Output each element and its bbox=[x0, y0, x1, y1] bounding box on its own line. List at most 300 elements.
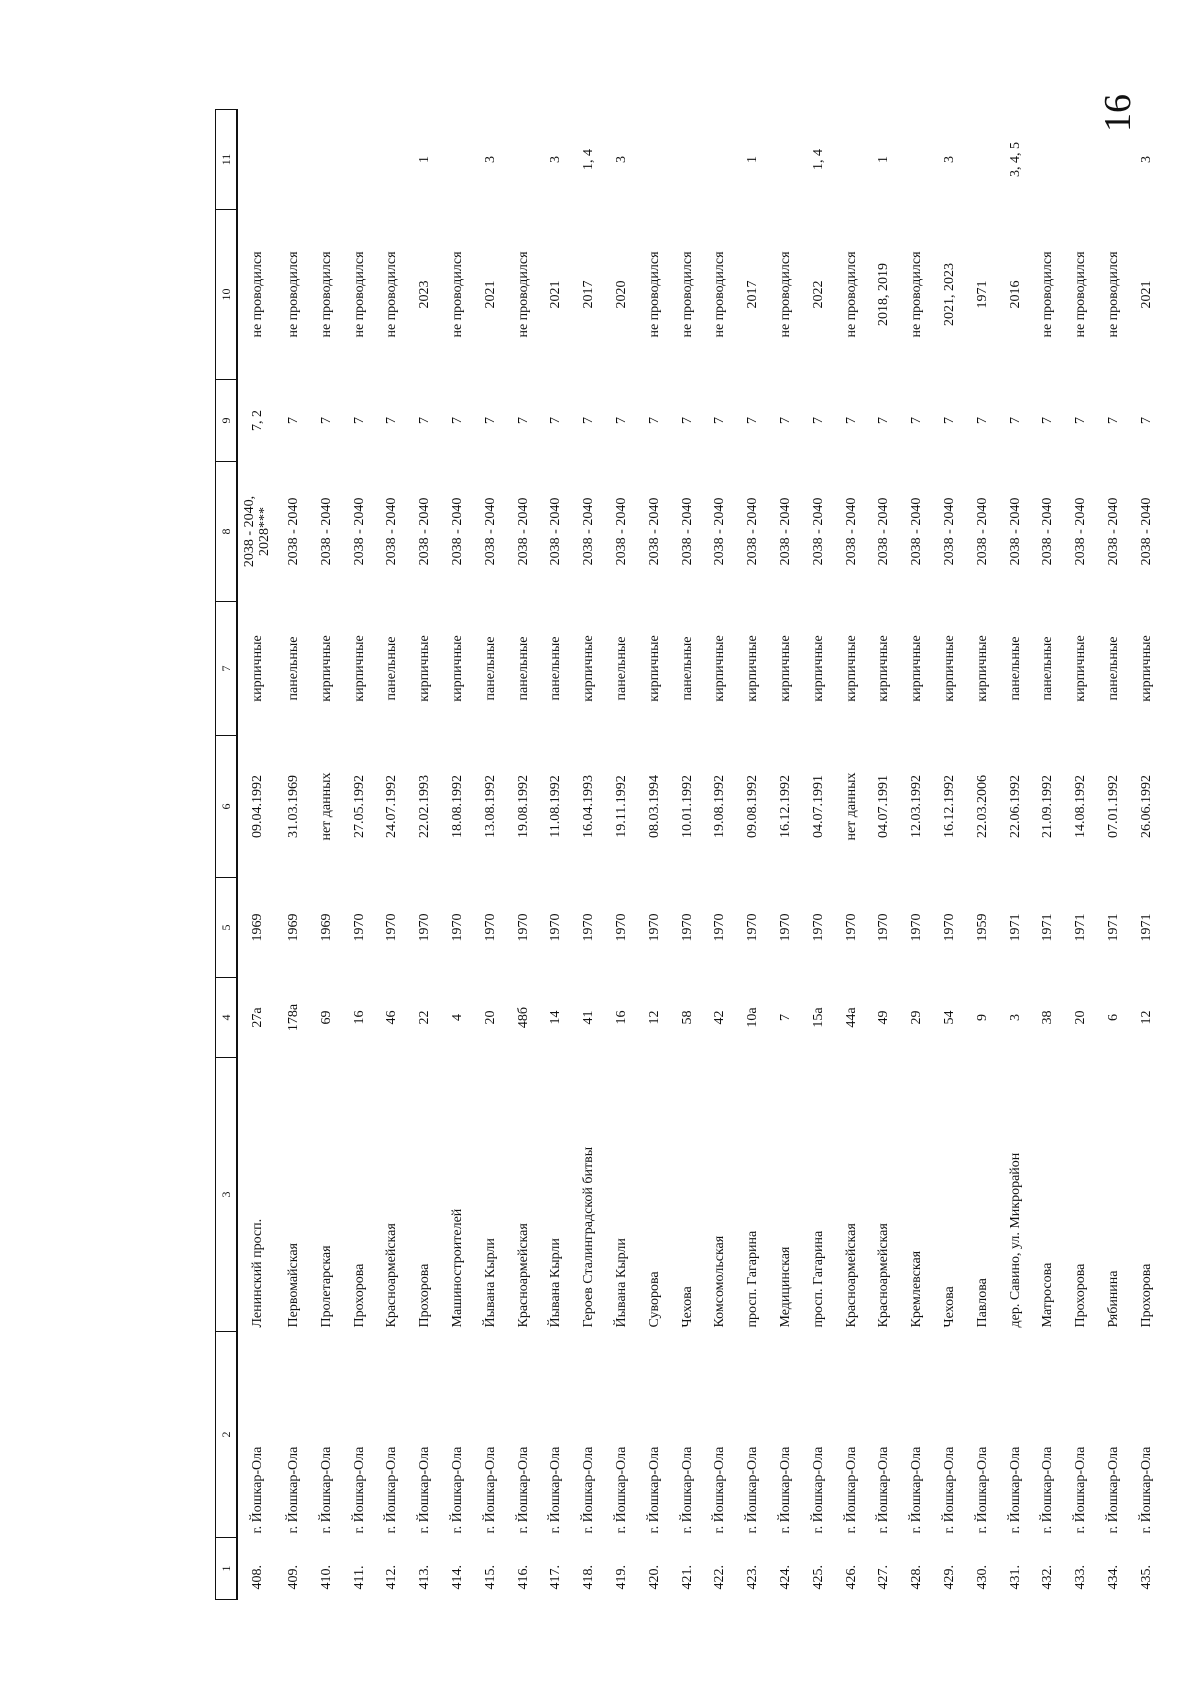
note-cell bbox=[967, 110, 1000, 210]
last-repair-cell: 2022 bbox=[810, 280, 826, 309]
note-cell bbox=[770, 110, 803, 210]
row-number: 409. bbox=[286, 1565, 302, 1590]
house-number-cell: 44а bbox=[843, 1007, 859, 1028]
work-code-cell: 7 bbox=[778, 417, 793, 424]
row-number: 434. bbox=[1105, 1565, 1121, 1590]
wall-material-cell: кирпичные bbox=[843, 635, 859, 702]
build-year-cell: 1970 bbox=[745, 913, 761, 942]
table-row bbox=[934, 110, 967, 1600]
row-number: 416. bbox=[515, 1565, 531, 1590]
house-number-cell: 12 bbox=[1138, 1010, 1154, 1025]
city-cell: г. Йошкар-Ола bbox=[417, 1446, 433, 1534]
planned-period-cell: 2038 - 2040 bbox=[646, 497, 662, 566]
build-year-cell: 1969 bbox=[249, 913, 265, 942]
street-cell: Комсомольская bbox=[712, 1235, 728, 1328]
street-cell: Суворова bbox=[646, 1271, 662, 1328]
work-code-cell: 7 bbox=[318, 417, 334, 424]
house-number-cell: 10а bbox=[745, 1007, 761, 1028]
street-cell: Красноармейская bbox=[515, 1223, 531, 1328]
date-cell: 13.08.1992 bbox=[482, 775, 498, 838]
house-number-cell: 7 bbox=[778, 1014, 793, 1021]
build-year-cell: 1970 bbox=[646, 913, 662, 942]
city-cell: г. Йошкар-Ола bbox=[909, 1446, 925, 1534]
work-code-cell: 7 bbox=[384, 417, 400, 424]
street-cell: Машиностроителей bbox=[450, 1208, 466, 1328]
planned-period-cell: 2038 - 2040 bbox=[450, 497, 466, 566]
wall-material-cell: кирпичные bbox=[745, 635, 761, 702]
row-number: 426. bbox=[843, 1565, 859, 1590]
build-year-cell: 1970 bbox=[450, 913, 466, 942]
date-cell: 09.08.1992 bbox=[745, 775, 761, 838]
wall-material-cell: кирпичные bbox=[974, 635, 990, 702]
table-row bbox=[868, 110, 901, 1600]
city-cell: г. Йошкар-Ола bbox=[286, 1446, 302, 1534]
city-cell: г. Йошкар-Ола bbox=[1073, 1446, 1089, 1534]
last-repair-cell: 2021, 2023 bbox=[941, 263, 957, 326]
wall-material-cell: кирпичные bbox=[249, 635, 265, 702]
last-repair-cell: не проводился bbox=[1040, 251, 1056, 338]
planned-period-cell: 2038 - 2040 bbox=[384, 497, 400, 566]
city-cell: г. Йошкар-Ола bbox=[515, 1446, 531, 1534]
note-cell bbox=[672, 110, 705, 210]
table-row bbox=[803, 110, 836, 1600]
work-code-cell: 7 bbox=[417, 417, 433, 424]
build-year-cell: 1971 bbox=[1073, 913, 1089, 942]
planned-period-cell: 2038 - 2040 bbox=[515, 497, 531, 566]
note-cell: 1, 4 bbox=[581, 149, 597, 170]
last-repair-cell: не проводился bbox=[450, 251, 466, 338]
last-repair-cell: не проводился bbox=[1073, 251, 1089, 338]
last-repair-cell: 2016 bbox=[1007, 280, 1023, 309]
date-cell: 12.03.1992 bbox=[909, 775, 925, 838]
planned-period-cell: 2038 - 2040 bbox=[1105, 497, 1121, 566]
city-cell: г. Йошкар-Ола bbox=[318, 1446, 334, 1534]
build-year-cell: 1969 bbox=[286, 913, 302, 942]
build-year-cell: 1970 bbox=[941, 913, 957, 942]
last-repair-cell: не проводился bbox=[286, 251, 302, 338]
city-cell: г. Йошкар-Ола bbox=[482, 1446, 498, 1534]
column-number: 11 bbox=[216, 110, 238, 210]
last-repair-cell: не проводился bbox=[318, 251, 334, 338]
planned-period-cell: 2038 - 2040 bbox=[614, 497, 630, 566]
planned-period-cell: 2038 - 2040 bbox=[909, 497, 925, 566]
row-number: 432. bbox=[1040, 1565, 1056, 1590]
date-cell: 16.12.1992 bbox=[778, 775, 793, 838]
last-repair-cell: не проводился bbox=[646, 251, 662, 338]
last-repair-cell: 2018, 2019 bbox=[876, 263, 892, 326]
last-repair-cell: не проводился bbox=[351, 251, 367, 338]
build-year-cell: 1969 bbox=[318, 913, 334, 942]
work-code-cell: 7 bbox=[909, 417, 925, 424]
column-number-row bbox=[216, 110, 238, 1600]
row-number: 430. bbox=[974, 1565, 990, 1590]
note-cell bbox=[836, 110, 869, 210]
date-cell: 11.08.1992 bbox=[548, 775, 564, 838]
planned-period-cell: 2038 - 2040 bbox=[1040, 497, 1056, 566]
city-cell: г. Йошкар-Ола bbox=[974, 1446, 990, 1534]
row-number: 433. bbox=[1073, 1565, 1089, 1590]
work-code-cell: 7 bbox=[843, 417, 859, 424]
house-number-cell: 69 bbox=[318, 1010, 334, 1025]
house-number-cell: 16 bbox=[351, 1010, 367, 1025]
build-year-cell: 1970 bbox=[515, 913, 531, 942]
street-cell: Красноармейская bbox=[876, 1223, 892, 1328]
table-row bbox=[475, 110, 508, 1600]
work-code-cell: 7 bbox=[581, 417, 597, 424]
work-code-cell: 7 bbox=[941, 417, 957, 424]
row-number: 425. bbox=[810, 1565, 826, 1590]
housing-table bbox=[215, 109, 1164, 1600]
house-number-cell: 29 bbox=[909, 1010, 925, 1025]
date-cell: 16.04.1993 bbox=[581, 775, 597, 838]
last-repair-cell: не проводился bbox=[712, 251, 728, 338]
row-number: 427. bbox=[876, 1565, 892, 1590]
build-year-cell: 1970 bbox=[581, 913, 597, 942]
table-row bbox=[836, 110, 869, 1600]
planned-period-cell: 2038 - 2040 bbox=[778, 497, 793, 566]
date-cell: 22.02.1993 bbox=[417, 775, 433, 838]
build-year-cell: 1970 bbox=[778, 913, 793, 942]
wall-material-cell: кирпичные bbox=[417, 635, 433, 702]
wall-material-cell: панельные bbox=[384, 636, 400, 701]
date-cell: 19.08.1992 bbox=[515, 775, 531, 838]
street-cell: Чехова bbox=[679, 1286, 695, 1328]
row-number: 421. bbox=[679, 1565, 695, 1590]
wall-material-cell: панельные bbox=[614, 636, 630, 701]
wall-material-cell: кирпичные bbox=[351, 635, 367, 702]
last-repair-cell: 2021 bbox=[1138, 280, 1154, 309]
city-cell: г. Йошкар-Ола bbox=[249, 1446, 265, 1534]
build-year-cell: 1971 bbox=[1138, 913, 1154, 942]
date-cell: 26.06.1992 bbox=[1138, 775, 1154, 838]
work-code-cell: 7 bbox=[745, 417, 761, 424]
house-number-cell: 58 bbox=[679, 1010, 695, 1025]
street-cell: просп. Гагарина bbox=[745, 1230, 761, 1328]
last-repair-cell: не проводился bbox=[249, 251, 265, 338]
table-row bbox=[311, 110, 344, 1600]
house-number-cell: 178а bbox=[286, 1003, 302, 1032]
note-cell bbox=[639, 110, 672, 210]
work-code-cell: 7 bbox=[351, 417, 367, 424]
wall-material-cell: кирпичные bbox=[712, 635, 728, 702]
row-number: 408. bbox=[249, 1565, 265, 1590]
build-year-cell: 1970 bbox=[712, 913, 728, 942]
street-cell: Красноармейская bbox=[843, 1223, 859, 1328]
date-cell: 21.09.1992 bbox=[1040, 775, 1056, 838]
table-row bbox=[376, 110, 409, 1600]
date-cell: 27.05.1992 bbox=[351, 775, 367, 838]
planned-period-cell: 2038 - 2040 bbox=[417, 497, 433, 566]
city-cell: г. Йошкар-Ола bbox=[679, 1446, 695, 1534]
build-year-cell: 1970 bbox=[548, 913, 564, 942]
date-cell: 18.08.1992 bbox=[450, 775, 466, 838]
date-cell: 08.03.1994 bbox=[646, 775, 662, 838]
house-number-cell: 38 bbox=[1040, 1010, 1056, 1025]
column-number: 3 bbox=[216, 1058, 238, 1332]
street-cell: Кремлевская bbox=[909, 1250, 925, 1328]
date-cell: 19.08.1992 bbox=[712, 775, 728, 838]
row-number: 422. bbox=[712, 1565, 728, 1590]
city-cell: г. Йошкар-Ола bbox=[614, 1446, 630, 1534]
wall-material-cell: кирпичные bbox=[941, 635, 957, 702]
work-code-cell: 7 bbox=[1105, 417, 1121, 424]
city-cell: г. Йошкар-Ола bbox=[745, 1446, 761, 1534]
house-number-cell: 48б bbox=[515, 1006, 531, 1029]
planned-period-cell: 2038 - 2040 bbox=[679, 497, 695, 566]
house-number-cell: 20 bbox=[482, 1010, 498, 1025]
column-number: 7 bbox=[216, 602, 238, 736]
table-row bbox=[540, 110, 573, 1600]
house-number-cell: 49 bbox=[876, 1010, 892, 1025]
row-number: 415. bbox=[482, 1565, 498, 1590]
note-cell bbox=[508, 110, 541, 210]
note-cell bbox=[1065, 110, 1098, 210]
planned-period-cell: 2038 - 2040 bbox=[581, 497, 597, 566]
city-cell: г. Йошкар-Ола bbox=[351, 1446, 367, 1534]
wall-material-cell: кирпичные bbox=[450, 635, 466, 702]
street-cell: Красноармейская bbox=[384, 1223, 400, 1328]
work-code-cell: 7, 2 bbox=[249, 410, 265, 431]
work-code-cell: 7 bbox=[450, 417, 466, 424]
last-repair-cell: 2023 bbox=[417, 280, 433, 309]
street-cell: Прохорова bbox=[351, 1263, 367, 1328]
date-cell: 14.08.1992 bbox=[1073, 775, 1089, 838]
note-cell: 3 bbox=[548, 156, 564, 163]
wall-material-cell: панельные bbox=[286, 636, 302, 701]
date-cell: нет данных bbox=[843, 772, 859, 841]
street-cell: Медицинская bbox=[778, 1246, 793, 1328]
city-cell: г. Йошкар-Ола bbox=[810, 1446, 826, 1534]
row-number: 410. bbox=[318, 1565, 334, 1590]
wall-material-cell: кирпичные bbox=[909, 635, 925, 702]
street-cell: Йывана Кырли bbox=[548, 1238, 564, 1328]
column-number: 8 bbox=[216, 462, 238, 602]
row-number: 412. bbox=[384, 1565, 400, 1590]
note-cell bbox=[311, 110, 344, 210]
table-row bbox=[409, 110, 442, 1600]
city-cell: г. Йошкар-Ола bbox=[843, 1446, 859, 1534]
build-year-cell: 1970 bbox=[417, 913, 433, 942]
note-cell: 3, 4, 5 bbox=[1007, 142, 1023, 177]
planned-period-cell: 2038 - 2040 bbox=[351, 497, 367, 566]
build-year-cell: 1970 bbox=[909, 913, 925, 942]
table-row bbox=[508, 110, 541, 1600]
planned-period-cell: 2038 - 2040 bbox=[548, 497, 564, 566]
street-cell: Прохорова bbox=[1138, 1263, 1154, 1328]
city-cell: г. Йошкар-Ола bbox=[876, 1446, 892, 1534]
house-number-cell: 41 bbox=[581, 1010, 597, 1025]
planned-period-cell: 2038 - 2040 bbox=[286, 497, 302, 566]
note-cell: 1 bbox=[417, 156, 433, 163]
house-number-cell: 22 bbox=[417, 1010, 433, 1025]
last-repair-cell: не проводился bbox=[843, 251, 859, 338]
table-row bbox=[344, 110, 377, 1600]
city-cell: г. Йошкар-Ола bbox=[941, 1446, 957, 1534]
street-cell: Прохорова bbox=[1073, 1263, 1089, 1328]
city-cell: г. Йошкар-Ола bbox=[548, 1446, 564, 1534]
last-repair-cell: не проводился bbox=[384, 251, 400, 338]
last-repair-cell: не проводился bbox=[515, 251, 531, 338]
table-row bbox=[704, 110, 737, 1600]
note-cell: 1, 4 bbox=[810, 149, 826, 170]
table-row bbox=[967, 110, 1000, 1600]
build-year-cell: 1970 bbox=[482, 913, 498, 942]
row-number: 414. bbox=[450, 1565, 466, 1590]
city-cell: г. Йошкар-Ола bbox=[1105, 1446, 1121, 1534]
date-cell: 10.01.1992 bbox=[679, 775, 695, 838]
build-year-cell: 1970 bbox=[876, 913, 892, 942]
date-cell: 16.12.1992 bbox=[941, 775, 957, 838]
street-cell: Чехова bbox=[941, 1286, 957, 1328]
date-cell: 24.07.1992 bbox=[384, 775, 400, 838]
build-year-cell: 1970 bbox=[810, 913, 826, 942]
wall-material-cell: кирпичные bbox=[581, 635, 597, 702]
planned-period-cell: 2038 - 2040 bbox=[810, 497, 826, 566]
build-year-cell: 1971 bbox=[1007, 913, 1023, 942]
wall-material-cell: панельные bbox=[679, 636, 695, 701]
table-row bbox=[573, 110, 606, 1600]
note-cell: 3 bbox=[614, 156, 630, 163]
city-cell: г. Йошкар-Ола bbox=[646, 1446, 662, 1534]
wall-material-cell: панельные bbox=[1040, 636, 1056, 701]
note-cell bbox=[376, 110, 409, 210]
planned-period-cell: 2038 - 2040 bbox=[876, 497, 892, 566]
last-repair-cell: не проводился bbox=[679, 251, 695, 338]
wall-material-cell: кирпичные bbox=[318, 635, 334, 702]
page-number: 16 bbox=[1097, 94, 1139, 132]
work-code-cell: 7 bbox=[712, 417, 728, 424]
street-cell: просп. Гагарина bbox=[810, 1230, 826, 1328]
row-number: 413. bbox=[417, 1565, 433, 1590]
date-cell: 22.06.1992 bbox=[1007, 775, 1023, 838]
last-repair-cell: не проводился bbox=[1105, 251, 1121, 338]
row-number: 419. bbox=[614, 1565, 630, 1590]
street-cell: Ленинский просп. bbox=[249, 1218, 265, 1328]
street-cell: Павлова bbox=[974, 1278, 990, 1328]
column-number: 2 bbox=[216, 1332, 238, 1538]
note-cell bbox=[278, 110, 311, 210]
wall-material-cell: кирпичные bbox=[1073, 635, 1089, 702]
house-number-cell: 27а bbox=[249, 1007, 265, 1028]
street-cell: Матросова bbox=[1040, 1262, 1056, 1328]
street-cell: дер. Савино, ул. Микрорайон bbox=[1007, 1152, 1023, 1328]
wall-material-cell: панельные bbox=[1105, 636, 1121, 701]
house-number-cell: 15а bbox=[810, 1007, 826, 1028]
work-code-cell: 7 bbox=[810, 417, 826, 424]
row-number: 420. bbox=[646, 1565, 662, 1590]
city-cell: г. Йошкар-Ола bbox=[450, 1446, 466, 1534]
column-number: 9 bbox=[216, 380, 238, 462]
work-code-cell: 7 bbox=[482, 417, 498, 424]
date-cell: 31.03.1969 bbox=[286, 775, 302, 838]
wall-material-cell: панельные bbox=[482, 636, 498, 701]
note-cell: 3 bbox=[482, 156, 498, 163]
city-cell: г. Йошкар-Ола bbox=[1138, 1446, 1154, 1534]
last-repair-cell: 1971 bbox=[974, 280, 990, 309]
wall-material-cell: кирпичные bbox=[810, 635, 826, 702]
note-cell: 3 bbox=[1138, 156, 1154, 163]
row-number: 435. bbox=[1138, 1565, 1154, 1590]
planned-period-cell: 2038 - 2040 bbox=[974, 497, 990, 566]
row-number: 423. bbox=[745, 1565, 761, 1590]
house-number-cell: 16 bbox=[614, 1010, 630, 1025]
row-number: 429. bbox=[941, 1565, 957, 1590]
city-cell: г. Йошкар-Ола bbox=[581, 1446, 597, 1534]
planned-period-cell: 2038 - 2040 bbox=[1007, 497, 1023, 566]
row-number: 418. bbox=[581, 1565, 597, 1590]
row-number: 411. bbox=[351, 1565, 367, 1590]
table-row bbox=[1065, 110, 1098, 1600]
street-cell: Пролетарская bbox=[318, 1245, 334, 1328]
column-number: 5 bbox=[216, 878, 238, 978]
note-cell: 1 bbox=[876, 156, 892, 163]
note-cell bbox=[344, 110, 377, 210]
city-cell: г. Йошкар-Ола bbox=[712, 1446, 728, 1534]
date-cell: 19.11.1992 bbox=[614, 775, 630, 838]
house-number-cell: 42 bbox=[712, 1010, 728, 1025]
date-cell: 04.07.1991 bbox=[876, 775, 892, 838]
note-cell bbox=[1098, 110, 1131, 210]
date-cell: 04.07.1991 bbox=[810, 775, 826, 838]
work-code-cell: 7 bbox=[614, 417, 630, 424]
planned-period-cell: 2038 - 2040, 2028*** bbox=[242, 495, 272, 568]
build-year-cell: 1959 bbox=[974, 913, 990, 942]
planned-period-cell: 2038 - 2040 bbox=[318, 497, 334, 566]
date-cell: 09.04.1992 bbox=[249, 775, 265, 838]
table-row bbox=[1000, 110, 1033, 1600]
street-cell: Йывана Кырли bbox=[614, 1238, 630, 1328]
house-number-cell: 9 bbox=[974, 1014, 990, 1021]
table-row bbox=[901, 110, 934, 1600]
house-number-cell: 14 bbox=[548, 1010, 564, 1025]
table-row bbox=[770, 110, 803, 1600]
street-cell: Рябинина bbox=[1105, 1270, 1121, 1328]
date-cell: нет данных bbox=[318, 772, 334, 841]
column-number: 10 bbox=[216, 210, 238, 380]
wall-material-cell: кирпичные bbox=[1138, 635, 1154, 702]
last-repair-cell: 2021 bbox=[482, 280, 498, 309]
build-year-cell: 1970 bbox=[614, 913, 630, 942]
last-repair-cell: 2020 bbox=[614, 280, 630, 309]
date-cell: 22.03.2006 bbox=[974, 775, 990, 838]
wall-material-cell: панельные bbox=[515, 636, 531, 701]
date-cell: 07.01.1992 bbox=[1105, 775, 1121, 838]
work-code-cell: 7 bbox=[515, 417, 531, 424]
city-cell: г. Йошкар-Ола bbox=[1040, 1446, 1056, 1534]
note-cell bbox=[237, 110, 278, 210]
last-repair-cell: 2017 bbox=[745, 280, 761, 309]
row-number: 428. bbox=[909, 1565, 925, 1590]
city-cell: г. Йошкар-Ола bbox=[778, 1446, 793, 1534]
work-code-cell: 7 bbox=[1138, 417, 1154, 424]
wall-material-cell: кирпичные bbox=[778, 635, 793, 702]
table-row bbox=[606, 110, 639, 1600]
work-code-cell: 7 bbox=[1007, 417, 1023, 424]
city-cell: г. Йошкар-Ола bbox=[384, 1446, 400, 1534]
row-number: 431. bbox=[1007, 1565, 1023, 1590]
work-code-cell: 7 bbox=[548, 417, 564, 424]
rotated-table-container bbox=[215, 110, 1200, 1600]
build-year-cell: 1971 bbox=[1105, 913, 1121, 942]
house-number-cell: 12 bbox=[646, 1010, 662, 1025]
last-repair-cell: 2017 bbox=[581, 280, 597, 309]
work-code-cell: 7 bbox=[1040, 417, 1056, 424]
row-number: 424. bbox=[778, 1565, 793, 1590]
work-code-cell: 7 bbox=[679, 417, 695, 424]
last-repair-cell: не проводился bbox=[778, 251, 793, 338]
house-number-cell: 20 bbox=[1073, 1010, 1089, 1025]
table-row bbox=[1131, 110, 1164, 1600]
